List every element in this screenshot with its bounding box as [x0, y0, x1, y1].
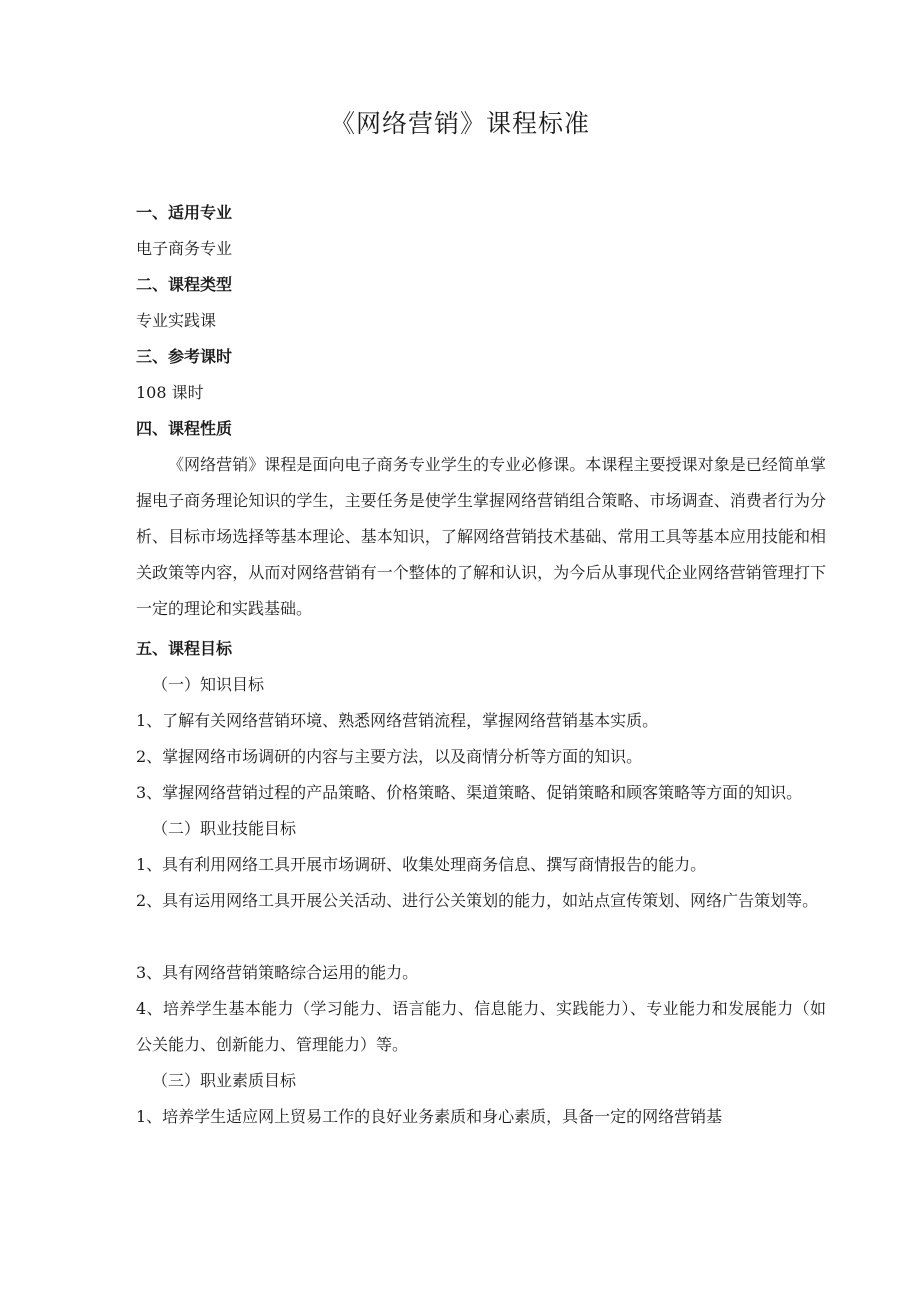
section-heading-nature: 四、课程性质: [136, 419, 233, 438]
section-body-major: 电子商务专业: [136, 239, 233, 258]
section-heading-hours: 三、参考课时: [136, 347, 233, 366]
section-body-hours: 108 课时: [136, 383, 204, 402]
list-item: 3、掌握网络营销过程的产品策略、价格策略、渠道策略、促销策略和顾客策略等方面的知识。: [136, 783, 803, 802]
section-heading-major: 一、适用专业: [136, 203, 233, 222]
list-item: 3、具有网络营销策略综合运用的能力。: [136, 963, 419, 982]
list-item: 1、具有利用网络工具开展市场调研、收集处理商务信息、撰写商情报告的能力。: [136, 855, 707, 874]
document-title: 《网络营销》课程标准: [329, 109, 590, 138]
subheading-knowledge: （一）知识目标: [152, 675, 265, 694]
list-item: 1、培养学生适应网上贸易工作的良好业务素质和身心素质，具备一定的网络营销基: [136, 1107, 723, 1126]
section-heading-type: 二、课程类型: [136, 275, 233, 294]
list-item: 2、具有运用网络工具开展公关活动、进行公关策划的能力，如站点宣传策划、网络广告策划等。: [136, 891, 819, 910]
list-item: 4、培养学生基本能力（学习能力、语言能力、信息能力、实践能力）、专业能力和发展能力（如公关能力、创新能力、管理能力）等。: [136, 999, 826, 1054]
subheading-quality: （三）职业素质目标: [152, 1071, 297, 1090]
section-body-type: 专业实践课: [136, 311, 217, 330]
subheading-skills: （二）职业技能目标: [152, 819, 297, 838]
section-body-nature: 《网络营销》课程是面向电子商务专业学生的专业必修课。本课程主要授课对象是已经简单掌握电子商务理论知识的学生，主要任务是使学生掌握网络营销组合策略、市场调查、消费者行为分析、目标市场选择等基本理论、基本知识，了解网络营销技术基础、常用工具等基本应用技能和相关政策等内容，从而对网络营销有一个整体的了解和认识，为今后从事现代企业网络营销管理打下一定的理论和实践基础。: [136, 455, 826, 618]
section-heading-goals: 五、课程目标: [136, 639, 233, 658]
list-item: 1、了解有关网络营销环境、熟悉网络营销流程，掌握网络营销基本实质。: [136, 711, 659, 730]
list-item: 2、掌握网络市场调研的内容与主要方法，以及商情分析等方面的知识。: [136, 747, 643, 766]
